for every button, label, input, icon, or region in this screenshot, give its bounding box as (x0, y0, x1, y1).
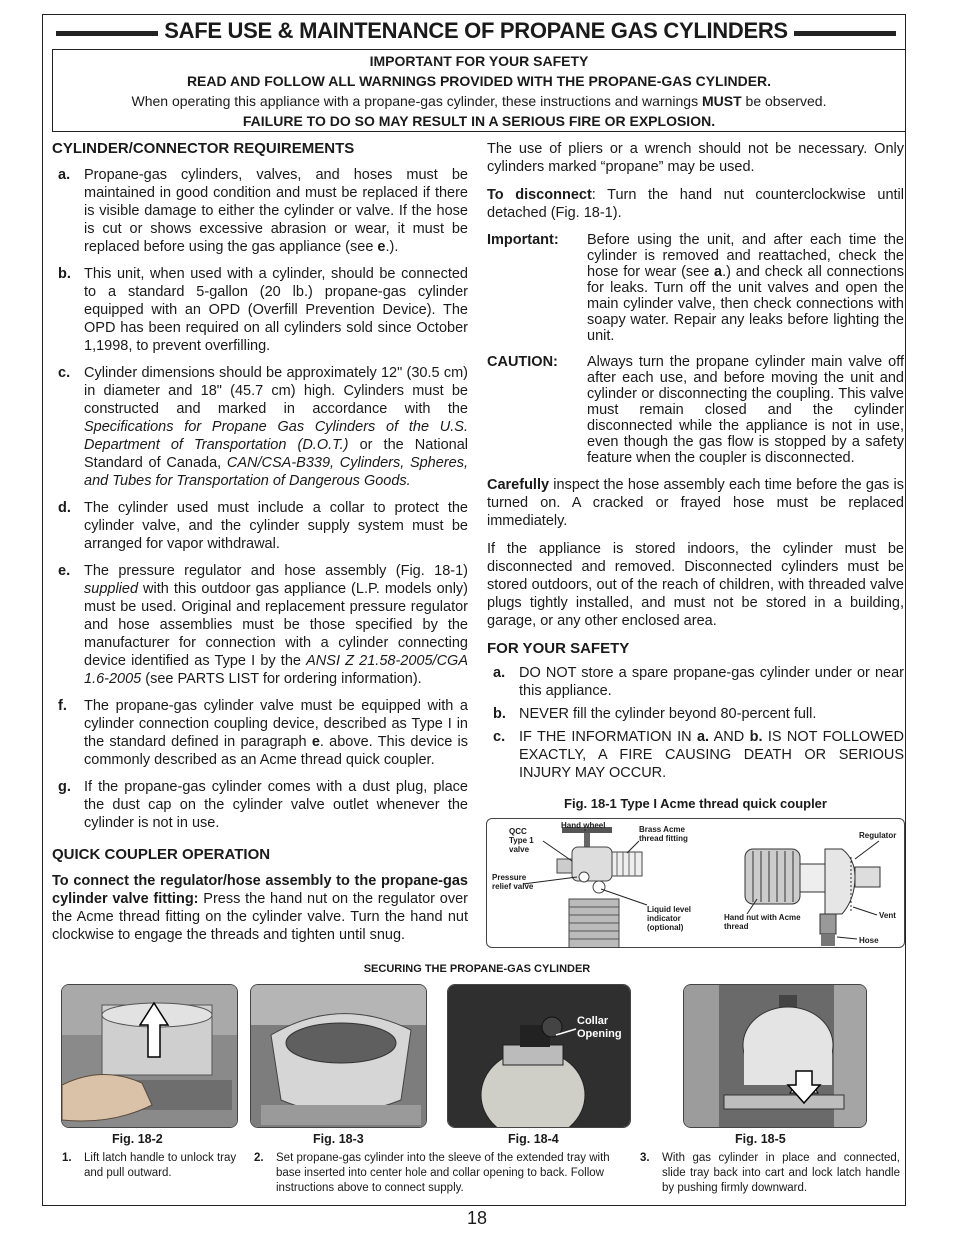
label-hand-wheel: Hand wheel (561, 821, 606, 830)
photo-fig-18-2 (61, 984, 238, 1128)
title-row (56, 16, 896, 46)
cylinder-item-d: d. The cylinder used must include a collar to protect the cylinder valve, and the cylinder supply system must be arranged for vapor withdrawal. (58, 500, 468, 552)
caption-fig-18-5: Fig. 18-5 (735, 1132, 786, 1146)
safety-warning-box (52, 49, 906, 132)
safety-item-c: c. IF THE INFORMATION IN a. AND b. IS NOT FOLLOWED EXACTLY, A FIRE CAUSING DEATH OR SERIOUS INJURY MAY OCCUR. (493, 729, 904, 781)
photo-fig-18-5 (683, 984, 867, 1128)
photo-fig-18-4 (447, 984, 631, 1128)
safety-item-a: a. DO NOT store a spare propane-gas cylinder under or near this appliance. (493, 665, 904, 699)
photo-fig-18-3 (250, 984, 427, 1128)
figure-18-1-title: Fig. 18-1 Type I Acme thread quick coupler (564, 796, 827, 811)
cylinder-item-f: f. The propane-gas cylinder valve must be equipped with a cylinder connection coupling device, described as Type I in the standard defined in paragraph e. above. This device is commonly described as an Acme thread quick coupler. (58, 698, 468, 768)
safety-line-3: When operating this appliance with a propane-gas cylinder, these instructions and warnings MUST be observed. (131, 93, 827, 109)
step-3: 3. With gas cylinder in place and connected, slide tray back into cart and lock latch handle by pushing firmly downward. (640, 1152, 900, 1194)
step-1: 1. Lift latch handle to unlock tray and pull outward. (62, 1152, 237, 1179)
collar-opening-label: Collar Opening (577, 1015, 622, 1040)
cylinder-item-g: g. If the propane-gas cylinder comes with a dust plug, place the dust cap on the cylinder valve outlet whenever the cylinder is not in use. (58, 779, 468, 831)
label-liquid-level: Liquid level indicator (optional) (647, 905, 692, 932)
cylinder-heading: CYLINDER/CONNECTOR REQUIREMENTS (52, 140, 355, 157)
quick-coupler-text: To connect the regulator/hose assembly to the propane-gas cylinder valve fitting: Press the hand nut on the regulator over the Acme thread fitting on the cylinder valve. Turn the hand nut clockwise to engage the threads and tighten until snug. (52, 873, 468, 943)
right-column (487, 140, 904, 791)
storage-note: If the appliance is stored indoors, the cylinder must be disconnected and removed. Disconnected cylinders must be stored outdoors, out of the reach of children, with threaded valve plugs tightly installed, and must not be stored in a building, garage, or any other enclosed area. (487, 541, 904, 629)
label-regulator: Regulator (859, 831, 897, 840)
caption-fig-18-4: Fig. 18-4 (508, 1132, 559, 1146)
caption-fig-18-2: Fig. 18-2 (112, 1132, 163, 1146)
step-2: 2. Set propane-gas cylinder into the sleeve of the extended tray with base inserted into center hole and collar opening to back. Follow instructions above to connect supply. (254, 1152, 610, 1194)
cylinder-item-a: a. Propane-gas cylinders, valves, and hoses must be maintained in good condition and must be replaced if there is visible damage to either the cylinder or valve. If the hose is cut or shows excessive abrasion or wear, it must be replaced before using the gas appliance (see e.). (58, 167, 468, 255)
disconnect-note: To disconnect: Turn the hand nut counterclockwise until detached (Fig. 18-1). (487, 187, 904, 221)
label-qcc-valve: QCC Type 1 valve (509, 827, 534, 854)
caution-note: CAUTION: Always turn the propane cylinder main valve off after each use, and before moving the unit and cylinder or disconnecting the coupling. This valve must remain closed and the cylinder disconnected while the appliance is not in use, even though the gas flow is stopped by a safety feature when the coupler is disconnected. (487, 354, 904, 466)
page-number: 18 (466, 1208, 488, 1228)
label-pressure-relief: Pressure relief valve (492, 873, 534, 891)
important-note: Important: Before using the unit, and after each time the cylinder is removed and reattached, check the hose for wear (see a.) and check all connections for leaks. Turn off the unit valves and open the main cylinder valve, then check connections with soapy water. Repair any leaks before lighting the unit. (487, 232, 904, 344)
title-rule-right (794, 31, 896, 36)
figure-18-1-diagram (486, 818, 905, 948)
safety-item-b: b. NEVER fill the cylinder beyond 80-percent full. (493, 706, 817, 722)
label-hand-nut: Hand nut with Acme thread (724, 913, 801, 931)
title-rule-left (56, 31, 158, 36)
label-brass-fitting: Brass Acme thread fitting (639, 825, 688, 843)
cylinder-item-e: e. The pressure regulator and hose assembly (Fig. 18-1) supplied with this outdoor gas appliance (L.P. models only) must be used. Original and replacement pressure regulator and hose assemblies must be those specified by the manufacturer for connection with a cylinder connecting device identified as Type I by the ANSI Z 21.58-2005/CGA 1.6-2005 (see PARTS LIST for ordering information). (58, 563, 468, 687)
cylinder-item-b: b. This unit, when used with a cylinder, should be connected to a standard 5-gallon (20 lb.) propane-gas cylinder equipped with an OPD (Overfill Prevention Device). The OPD has been required on all cylinders sold since October 1,1998, to prevent overfilling. (58, 266, 468, 354)
left-column (52, 140, 468, 954)
label-vent: Vent (879, 911, 896, 920)
quick-coupler-heading: QUICK COUPLER OPERATION (52, 846, 271, 863)
safety-line-4: FAILURE TO DO SO MAY RESULT IN A SERIOUS FIRE OR EXPLOSION. (242, 113, 716, 129)
securing-heading: SECURING THE PROPANE-GAS CYLINDER (363, 963, 591, 975)
carefully-note: Carefully inspect the hose assembly each time before the gas is turned on. A cracked or frayed hose must be replaced immediately. (487, 477, 904, 529)
cylinder-item-c: c. Cylinder dimensions should be approximately 12" (30.5 cm) in diameter and 18" (45.7 cm) high. Cylinders must be constructed and marked in accordance with the Specifications for Propane Gas Cylinders of the U.S. Department of Transportation (D.O.T.) or the National Standard of Canada, CAN/CSA-B339, Cylinders, Spheres, and Tubes for Transportation of Dangerous Goods. (58, 365, 468, 489)
safety-line-2: READ AND FOLLOW ALL WARNINGS PROVIDED WITH THE PROPANE-GAS CYLINDER. (186, 73, 772, 89)
label-hose: Hose (859, 936, 879, 945)
caption-fig-18-3: Fig. 18-3 (313, 1132, 364, 1146)
safety-line-1: IMPORTANT FOR YOUR SAFETY (369, 53, 589, 69)
for-safety-heading: FOR YOUR SAFETY (487, 640, 630, 657)
pliers-note: The use of pliers or a wrench should not be necessary. Only cylinders marked “propane” may be used. (487, 141, 904, 175)
page-title: SAFE USE & MAINTENANCE OF PROPANE GAS CYLINDERS (164, 18, 788, 43)
